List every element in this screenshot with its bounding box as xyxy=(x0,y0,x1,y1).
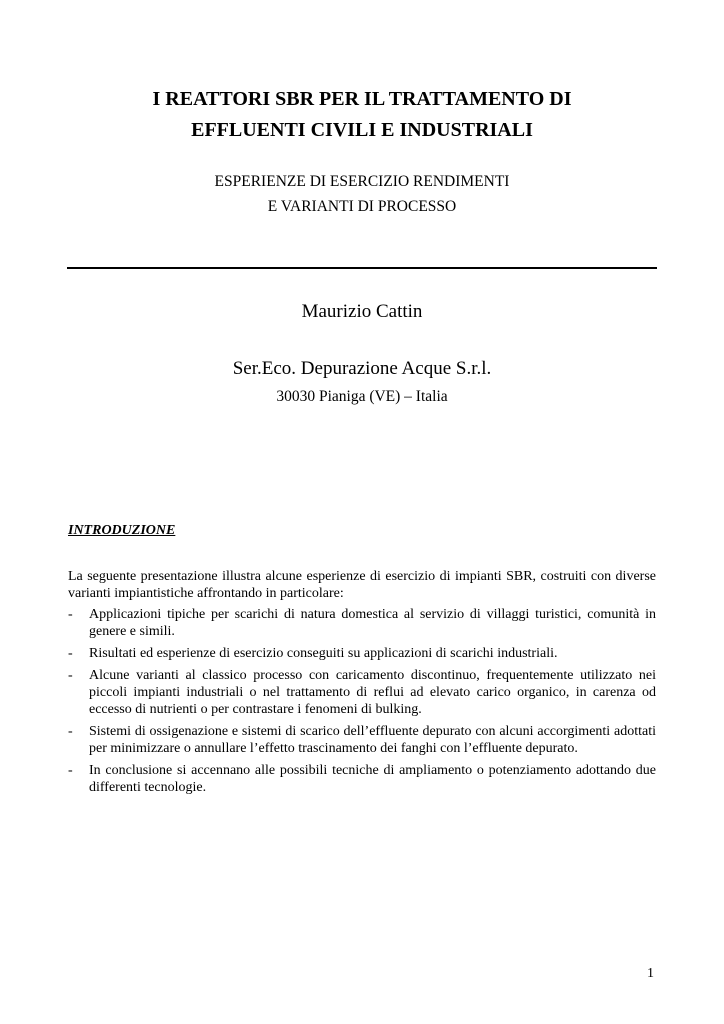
author-name: Maurizio Cattin xyxy=(301,301,423,322)
document-subtitle xyxy=(0,169,724,219)
intro-paragraph: La seguente presentazione illustra alcune esperienze di esercizio di impianti SBR, costruiti con diverse varianti impiantistiche affrontando in particolare: xyxy=(68,569,656,601)
bullet-marker: - xyxy=(68,668,73,683)
list-item-text: Risultati ed esperienze di esercizio conseguiti su applicazioni di scarichi industriali. xyxy=(89,646,558,661)
list-item xyxy=(68,606,656,640)
horizontal-rule xyxy=(67,267,657,269)
body-text xyxy=(68,568,656,801)
list-item-text: Applicazioni tipiche per scarichi di natura domestica al servizio di villaggi turistici, comunità in genere e simili. xyxy=(89,607,656,639)
list-item-text: Alcune varianti al classico processo con caricamento discontinuo, frequentemente utilizzato nei piccoli impianti industriali o nel trattamento di reflui ad elevato carico organico, in carenza od eccesso di nutrienti o per contrastare i fenomeni di bulking. xyxy=(89,668,656,717)
bullet-marker: - xyxy=(68,724,73,739)
bullet-marker: - xyxy=(68,607,73,622)
document-title xyxy=(0,84,724,146)
list-item xyxy=(68,667,656,718)
list-item xyxy=(68,723,656,757)
section-heading: INTRODUZIONE xyxy=(68,523,176,538)
list-item-text: In conclusione si accennano alle possibili tecniche di ampliamento o potenziamento adottando due differenti tecnologie. xyxy=(89,763,656,795)
subtitle-line-1: ESPERIENZE DI ESERCIZIO RENDIMENTI xyxy=(214,173,510,190)
bullet-marker: - xyxy=(68,646,73,661)
title-line-1: I REATTORI SBR PER IL TRATTAMENTO DI xyxy=(152,88,572,110)
subtitle-line-2: E VARIANTI DI PROCESSO xyxy=(267,198,457,215)
company-name: Ser.Eco. Depurazione Acque S.r.l. xyxy=(232,358,492,379)
title-line-2: EFFLUENTI CIVILI E INDUSTRIALI xyxy=(191,119,533,141)
company-address: 30030 Pianiga (VE) – Italia xyxy=(276,388,448,405)
bullet-list xyxy=(68,606,656,796)
bullet-marker: - xyxy=(68,763,73,778)
page-number: 1 xyxy=(647,966,654,981)
list-item-text: Sistemi di ossigenazione e sistemi di scarico dell’effluente depurato con alcuni accorgimenti adottati per minimizzare o annullare l’effetto trascinamento dei fanghi con l’effluente depurato. xyxy=(89,724,656,756)
list-item xyxy=(68,762,656,796)
list-item xyxy=(68,645,656,662)
